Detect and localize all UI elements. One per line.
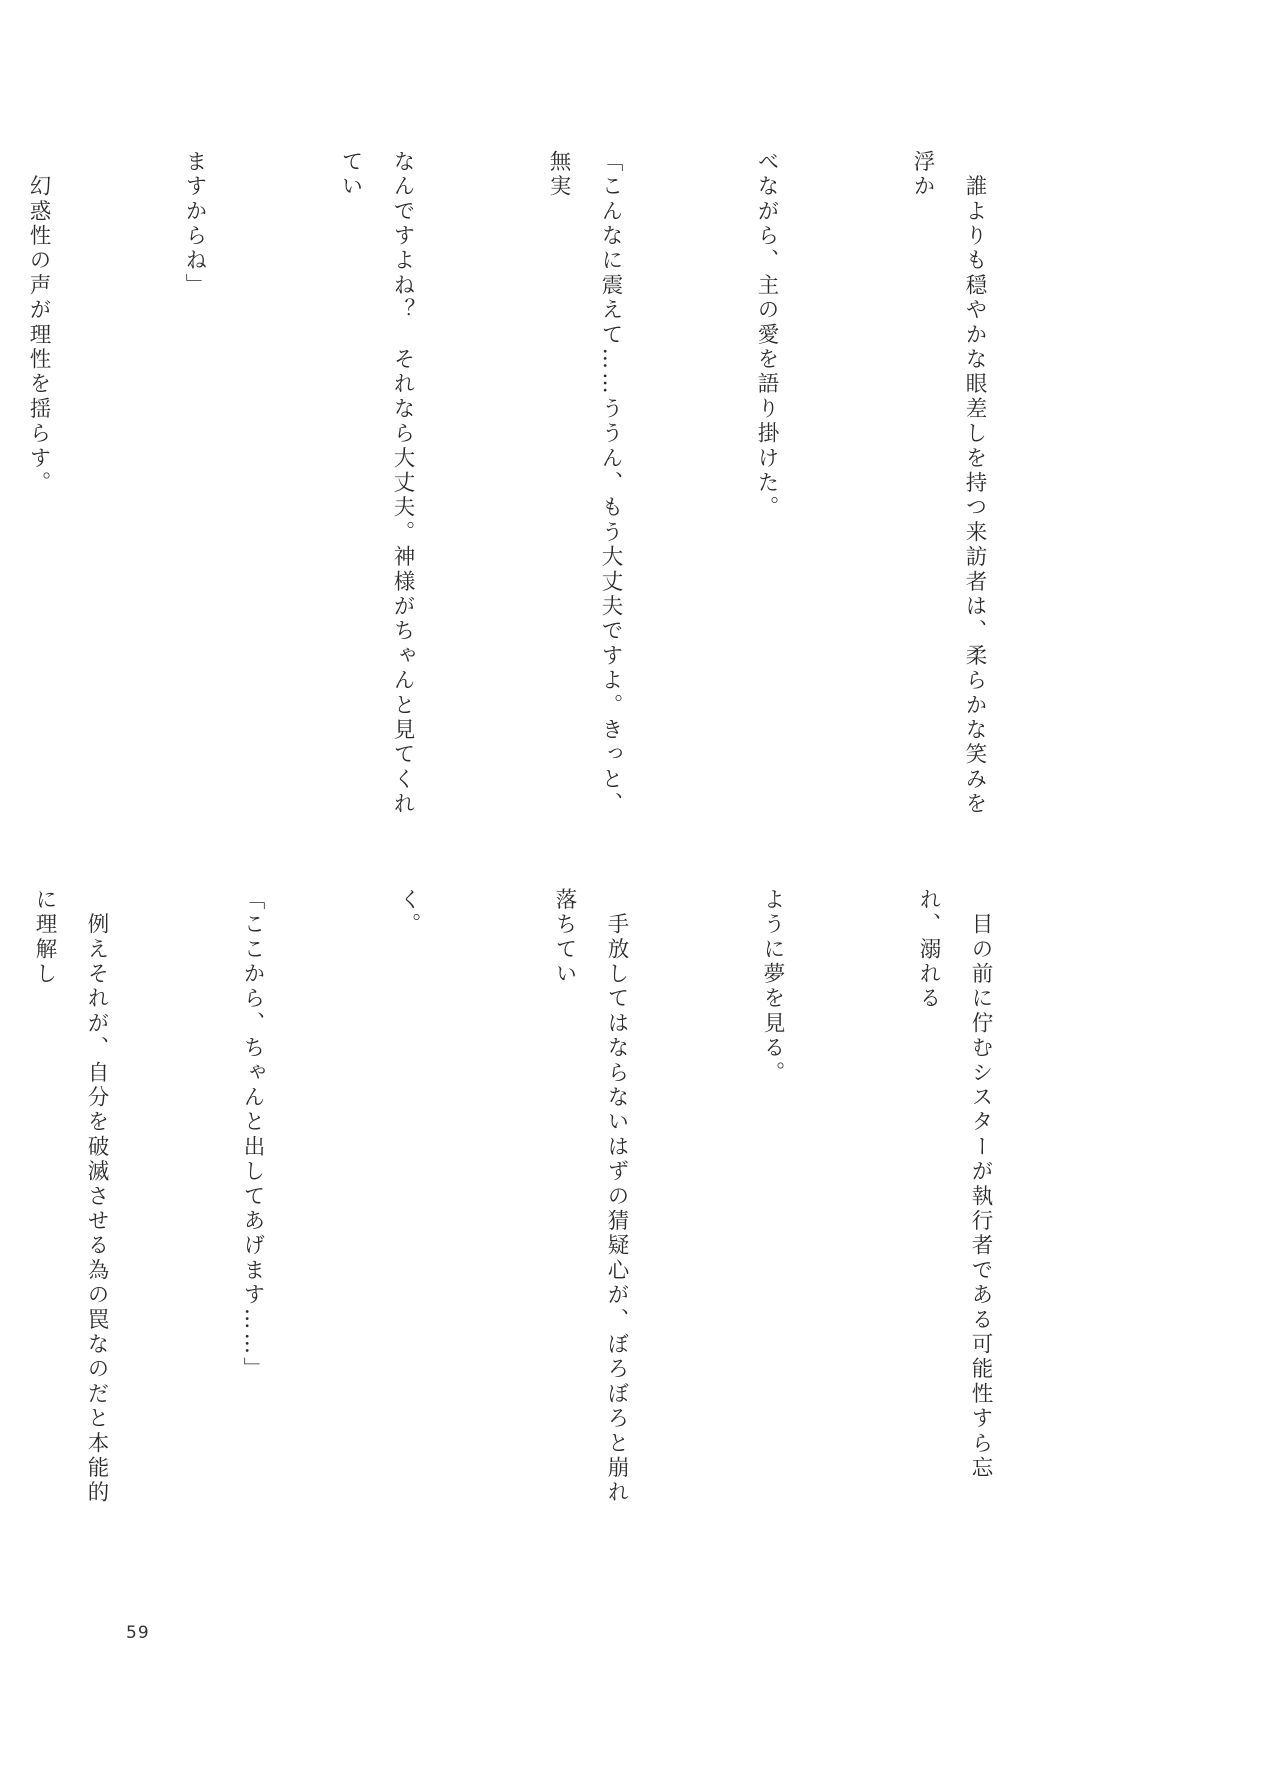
text-line: なんですよね？ それなら大丈夫。神様がちゃんと見てくれてい [338,150,415,817]
text-line: 例えそれが、自分を破滅させる為の罠なのだと本能的に理解し [32,888,109,1506]
text-line: べながら、主の愛を語り掛けた。 [754,150,779,521]
lower-text-block [32,888,1110,1508]
text-line: 「ここから、ちゃんと出してあげます……」 [240,888,265,1382]
text-line: 幻惑性の声が理性を揺らす。 [26,150,51,496]
text-line: く。 [396,888,421,938]
text-line: 誰よりも穏やかな眼差しを持つ来訪者は、柔らかな笑みを浮か [910,150,987,817]
text-line: 「こんなに震えて……ううん、もう大丈夫ですよ。きっと、無実 [546,150,623,817]
text-line: 目の前に佇むシスターが執行者である可能性すら忘れ、溺れる [916,888,993,1481]
page-number: 59 [126,1623,150,1643]
upper-text-block [26,150,1104,830]
text-line: 手放してはならないはずの猜疑心が、ぼろぼろと崩れ落ちてい [552,888,629,1506]
text-line: ますからね」 [182,150,207,299]
text-line: ように夢を見る。 [760,888,785,1086]
